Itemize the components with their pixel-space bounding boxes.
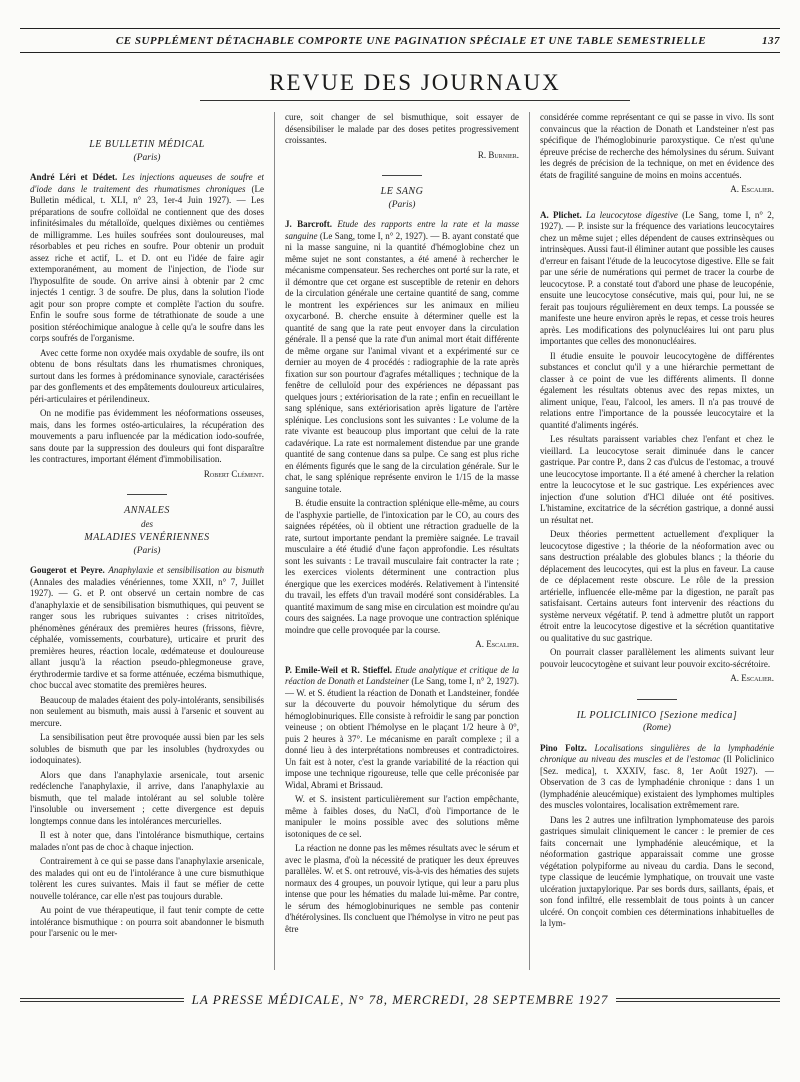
journal-heading: LE BULLETIN MÉDICAL	[89, 139, 205, 150]
article-body: (Le Sang, tome I, n° 2, 1927). — W. et S. étudient la réaction de Donath et Landsteiner, fondée sur la découverte du pouvoir hémolytique du sérum des hémoglobinuriques. Elle consiste à refroidir le sang par ponction veineuse ; on obtient l'hémolyse en le plaçant 1/2 heure à 0°, puis 2 heures à 37°. Le mécanisme en paraît complexe ; il a donné lieu à des interprétations nombreuses et contradictoires. Un fait est à noter, c'est la grande variabilité de la réaction qui impose une technique rigoureuse, telle que celle préconisée par Widal, Abrami et Brissaud.	[285, 676, 519, 790]
article-body: (Le Sang, tome I, n° 2, 1927). — B. ayant constaté que ni la masse sanguine, ni la quantité d'hémoglobine chez un même sujet ne sont constantes, a été amené à rechercher le mécanisme compensateur. Ses recherches ont porté sur la rate, et il démontre que cet organe est susceptible de retenir en dehors de la circulation générale une certaine quantité de sang, comme le montrent les expériences sur les animaux en milieu oxycarboné. B. cherche ensuite à déterminer quelle est la quantité de sang que la rate peut envoyer dans la circulation générale. Il a pensé que la rate d'un animal mort était différente de même organe sur l'animal vivant et a expérimenté sur ce dernier au moyen de 4 procédés : radiographie de la rate après fixation sur son pourtour d'agrafes métalliques ; technique de la fenêtre de celluloïd pour des expériences ne dépassant pas quelques jours ; extériorisation de la rate ; enfin en recueillant le sang splénique, sans extériorisation après ligature de l'artère splénique. Les conclusions sont les suivantes : Le volume de la rate vivante est beaucoup plus important que celui de la rate cadavérique. La rate est normalement distendue par une grande quantité de sang contenue dans sa pulpe. Ce sang est plus riche en éléments figurés que le sang de la circulation générale. Sur le chat, le sang splénique représente environ le 1/15 de la masse sanguine totale.	[285, 230, 519, 494]
column-middle	[285, 112, 519, 968]
article-title: La leucocytose digestive	[585, 209, 678, 220]
column-left	[30, 135, 264, 968]
article-author: J. Barcroft.	[285, 219, 332, 229]
page-title: REVUE DES JOURNAUX	[200, 70, 630, 101]
article-paragraph: Dans les 2 autres une infiltration lymphomateuse des parois gastriques simulait cliniquement le cancer : le premier de ces faits concernait une lymphadénie aleucémique, et la néoformation gastrique apparaissait comme une grosse végétation polypiforme au niveau du cardia. Dans le second, type classique de leucémie lymphatique, on trouvait une vaste ulcération juxtapylorique. Par ses bords durs, saillants, épais, et son fond infiltré, elle ressemblait de tous points à un cancer ulcéré. On conçoit combien ces déterminations inhabituelles de la lym-	[540, 814, 774, 928]
top-rule-bottom	[20, 52, 780, 53]
journal-heading-des: des	[141, 518, 153, 529]
article-body: (Annales des maladies vénériennes, tome XXII, n° 7, Juillet 1927). — G. et P. ont observé un certain nombre de cas d'anaphylaxie et de sensibilisation bismuthiques, qui peuvent se ranger sous les rubriques suivantes : crises nitritoïdes, phénomènes généraux des premières heures (frissons, fièvre, céphalée, vomissements, courbature), urticaire et prurit des premières heures, réaction locale, œdémateuse et douloureuse allant jusqu'à la réaction pseudo-phlegmoneuse grave, érythrodermie tardive et sa forme atténuée, eczéma bismuthique, choc buccal avec stomatite des premières heures.	[30, 576, 264, 690]
article-paragraph: La sensibilisation peut être provoquée aussi bien par les sels solubles de bismuth que par les insolubles (hydroxydes ou iodoquinates).	[30, 732, 264, 765]
article	[540, 210, 774, 348]
footer-rule-right	[616, 998, 780, 1002]
journal-heading: MALADIES VENÉRIENNES	[84, 532, 210, 543]
article-paragraph: Il étudie ensuite le pouvoir leucocytogène de différentes substances et conclut qu'il y a une hiérarchie permettant de classer à ce point de vue les différents aliments. Il donne également les résultats obtenus avec des repas mixtes, un aliment unique, l'eau, l'alcool, les amers. Il n'a pas trouvé de relations entre l'importance de la poussée leucocytaire et la quantité d'aliments ingérés.	[540, 350, 774, 430]
article-paragraph: Alors que dans l'anaphylaxie arsenicale, tout arsenic redéclenche l'anaphylaxie, il arrive, dans l'anaphylaxie au bismuth, que tel malade intolérant au sel soluble tolère l'insoluble ou inversement ; cette divergence est depuis longtemps connue dans les intolérances mercurielles.	[30, 769, 264, 826]
article-signature: Robert Clément.	[203, 468, 264, 479]
article	[285, 219, 519, 495]
article-paragraph: Les résultats paraissent variables chez l'enfant et chez le vieillard. La leucocytose serait diminuée dans le cancer gastrique. Par contre P., dans 2 cas d'ulcus de l'estomac, a trouvé une leucocytose importante. Il a été amené à chercher la relation entre la leucocytose et le suc gastrique. Les expériences avec injection d'une solution d'HCl diluée ont été positives. L'histamine, excitatrice de la sécrétion gastrique, a donné aussi un résultat net.	[540, 434, 774, 525]
footer-rule-left	[20, 998, 184, 1002]
article-author: P. Emile-Weil et R. Stieffel.	[285, 664, 392, 675]
article-author: Pino Foltz.	[540, 742, 587, 753]
article-title: Localisations singulières de la lymphadénie chronique au niveau des muscles et de l'estomac	[540, 742, 774, 764]
article-body: (Le Sang, tome I, n° 2, 1927). — P. insiste sur la fréquence des variations leucocytaires chez un même sujet ; elles dépendent de causes extrinsèques ou intrinsèques. Aussi faut-il éliminer autant que possible les causes d'erreur en faisant l'étude de la leucocytose digestive. Elle se fait par une série de numérations qui permet de tracer la courbe de leucocytose. P. a constaté tout d'abord une phase de leucopénie, ensuite une leucocytose consécutive, mais qui, pour lui, ne se ferait pas toujours régulièrement en deux temps. La poussée se manifeste une heure environ après le repas, et cesse trois heures après. Les modifications des polynucléaires lui ont paru plus importantes que celles des mononucléaires.	[540, 209, 774, 346]
article-continued: cure, soit changer de sel bismuthique, soit essayer de désensibiliser le malade par des doses petites progressivement croissantes.	[285, 112, 519, 145]
article	[285, 665, 519, 792]
article-title: Les injections aqueuses de soufre et d'iode dans le traitement des rhumatismes chroniques	[30, 172, 264, 194]
article-signature: A. Escalier.	[730, 184, 774, 194]
article-author: A. Plichet.	[540, 209, 582, 220]
article-body: (Le Bulletin médical, t. XLI, n° 23, 1er-4 Juin 1927). — Les préparations de soufre colloïdal ne contiennent que des doses infinitésimales du métalloïde, quelques dixièmes ou centièmes de milligramme. Les huiles soufrées sont douloureuses, mal résorbables et peu riches en soufre. Pour obtenir un produit assez riche et actif, L. et D. ont eu l'idée de faire agir extemporanément, au moment de l'injection, de l'iode sur l'hyposulfite de soude. On arrive ainsi à obtenir par 2 cmc injectés 1 centigr. 3 de soufre. De plus, dans la solution l'iode agit pour son propre compte et complète l'action du soufre. Enfin le soufre sous forme de tétrathionate de soude a une position stéréochimique analogue à celle qu'a le soufre dans les corps soufrés de l'organisme.	[30, 183, 264, 343]
column-divider	[274, 112, 275, 970]
running-header-text: CE SUPPLÉMENT DÉTACHABLE COMPORTE UNE PAGINATION SPÉCIALE ET UNE TABLE SEMESTRIELLE	[115, 35, 707, 47]
article-body: (Il Policlinico [Sez. medica], t. XXXIV, fasc. 8, 1er Août 1927). — Observation de 3 cas de lymphadénie chronique : dans 1 un (lymphadénie aleucémique) existaient des lymphomes multiples des muscles volontaires, localisation extrêmement rare.	[540, 754, 774, 810]
page-footer	[20, 988, 780, 1012]
journal-city: (Paris)	[133, 545, 161, 556]
article-paragraph: La réaction ne donne pas les mêmes résultats avec le sérum et avec le plasma, d'où la nécessité de pratiquer les deux épreuves parallèles. W. et S. ont retrouvé, vis-à-vis des hématies des sujets normaux des 4 groupes, un pouvoir lytique, qui leur a paru plus intense que pour les hématies du malade lui-même. Par contre, le sérum des hémoglobinuriques ne semble pas contenir d'hétérolysines. Ils concluent que l'hémolyse in vitro ne peut pas être	[285, 843, 519, 934]
section-rule	[382, 175, 422, 176]
running-header	[20, 32, 780, 50]
article-paragraph: B. étudie ensuite la contraction splénique elle-même, au cours de l'asphyxie partielle, de l'intoxication par le CO, au cours des saignées répétées, où il obtient une rétraction graduelle de la rate, surtout importante pendant la première saignée. Le travail musculaire a été étudié d'une façon approfondie. Les résultats sont les suivants : Le travail musculaire fait contracter la rate ; les exercices violents déterminent une contraction plus énergique que les exercices modérés. Relativement à l'intensité du travail, les effets d'un travail modéré sont considérables. La quantité maximum de sang mise en circulation est moindre qu'au cours des saignées. La nage provoque une contraction splénique moindre que celle provoquée par la course.	[285, 498, 519, 635]
article-author: André Léri et Dédet.	[30, 172, 118, 182]
article-paragraph: W. et S. insistent particulièrement sur l'action empêchante, même à faibles doses, du NaCl, d'où l'importance de le manipuler le moins possible avec des solutions même isotoniques de ce sel.	[285, 794, 519, 839]
journal-city: (Rome)	[643, 723, 671, 733]
footer-text: LA PRESSE MÉDICALE, N° 78, MERCREDI, 28 SEPTEMBRE 1927	[191, 992, 609, 1007]
journal-heading: IL POLICLINICO [Sezione medica]	[576, 709, 738, 721]
article-continued: considérée comme représentant ce qui se passe in vivo. Ils sont convaincus que la réaction de Donath et Landsteiner n'est pas spécifique de l'hémoglobinurie paroxystique. Ce n'est qu'une épreuve précise de recherche des hémolysines du sérum. Suivant les degrés de précision de la technique, on met en évidence des états de fragilité sanguine de moins en moins accentués.	[540, 112, 774, 180]
article-author: Gougerot et Peyre.	[30, 565, 105, 575]
page-number: 137	[762, 35, 780, 47]
journal-heading: LE SANG	[380, 186, 424, 197]
column-right	[540, 112, 774, 968]
article-paragraph: Au point de vue thérapeutique, il faut tenir compte de cette intolérance bismuthique : on pourra soit abandonner le bismuth pour l'arsenic ou le mer-	[30, 905, 264, 938]
article-title: Etude des rapports entre la rate et la masse sanguine	[285, 219, 519, 241]
article	[30, 172, 264, 345]
article	[30, 565, 264, 692]
article-paragraph: Contrairement à ce qui se passe dans l'anaphylaxie arsenicale, des malades qui ont eu de l'intolérance à une cure bismuthique tolèrent les cures suivantes. Mais il faut se méfier de cette nouvelle tolérance, car elle n'est pas toujours durable.	[30, 856, 264, 901]
article	[540, 743, 774, 812]
article-title: Anaphylaxie et sensibilisation au bismuth	[108, 565, 264, 575]
journal-heading: ANNALES	[124, 505, 170, 516]
column-divider	[529, 112, 530, 970]
article-signature: A. Escalier.	[730, 673, 774, 683]
article-signature: A. Escalier.	[475, 639, 519, 649]
article-paragraph: Il est à noter que, dans l'intolérance bismuthique, certains malades n'ont pas de choc à chaque injection.	[30, 830, 264, 852]
article-title: Etude analytique et critique de la réaction de Donath et Landsteiner	[285, 664, 519, 686]
article-paragraph: On ne modifie pas évidemment les néoformations osseuses, mais, dans les formes ostéo-articulaires, la récupération des mouvements a paru influencée par la médication iodo-soufrée, sans doute par la suppression des douleurs qui font disparaître les contractures, important élément d'immobilisation.	[30, 408, 264, 464]
section-rule	[127, 494, 167, 495]
article-paragraph: Avec cette forme non oxydée mais oxydable de soufre, ils ont obtenu de bons résultats dans les rhumatismes chroniques, surtout dans les formes à prédominance synoviale, caractérisées par des gonflements et des empâtements douloureux articulaires, péri-articulaires et périlendineux.	[30, 347, 264, 404]
article-paragraph: On pourrait classer parallèlement les aliments suivant leur pouvoir leucocytogène et suivant leur pouvoir excito-sécrétoire.	[540, 647, 774, 669]
journal-city: (Paris)	[133, 152, 161, 163]
journal-city: (Paris)	[388, 199, 416, 210]
article-paragraph: Deux théories permettent actuellement d'expliquer la leucocytose digestive ; la théorie de la néoformation avec ou sans destruction préalable des globules blancs ; la théorie du déplacement des leucocytes, qui est la plus en faveur. La cause de ce déplacement reste obscure. Le rôle de la pression artérielle, influencée elle-même par la digestion, ne paraît pas satisfaisant. Certains auteurs font intervenir des réactions du système nerveux végétatif. P. tend à admettre plutôt un rapport étroit entre la leucocytose digestive et la sécrétion quantitative ou qualitative du suc gastrique.	[540, 529, 774, 643]
top-rule	[20, 28, 780, 29]
article-paragraph: Beaucoup de malades étaient des poly-intolérants, sensibilisés non seulement au bismuth, mais aussi à l'arsenic et souvent au mercure.	[30, 694, 264, 728]
section-rule	[637, 699, 677, 700]
article-signature: R. Burnier.	[477, 149, 519, 160]
